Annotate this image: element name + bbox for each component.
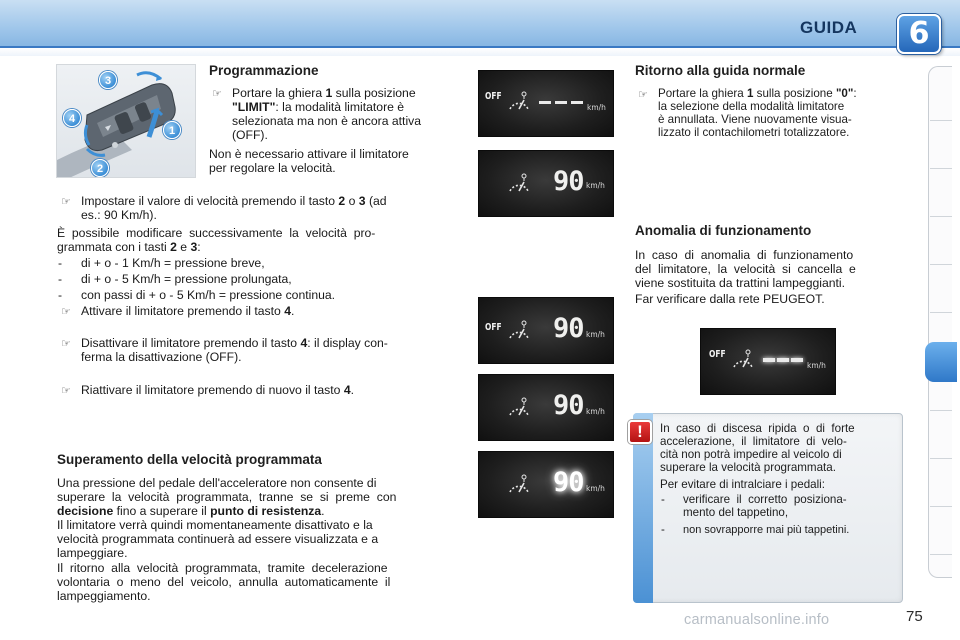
note-line2: per regolare la velocità.	[209, 161, 336, 175]
superamento-p2-l2: velocità programmata continuerà ad essere visualizzata e a	[57, 532, 379, 546]
superamento-p3-l1: Il ritorno alla velocità programmata, tramite decelerazione	[57, 561, 388, 575]
list-item-continuous-press: con passi di + o - 5 Km/h = pressione continua.	[81, 288, 336, 302]
thumb-index-active-tab[interactable]	[925, 342, 957, 382]
deactivate-line2: ferma la disattivazione (OFF).	[81, 350, 242, 364]
deactivate-line1: Disattivare il limitatore premendo il tasto 4: il display con-	[81, 336, 388, 350]
superamento-p2-l1: Il limitatore verrà quindi momentaneamente disattivato e la	[57, 518, 373, 532]
anomalia-line2: del limitatore, la velocità si cancella e	[635, 262, 856, 276]
step-ghiera-line3: selezionata ma non è ancora attiva	[232, 114, 422, 128]
display-dash	[555, 101, 567, 104]
header-white	[0, 48, 960, 56]
chapter-number-badge: 6	[897, 14, 941, 54]
ritorno-line3: è annullata. Viene nuovamente visua-	[658, 113, 852, 126]
ritorno-line1: Portare la ghiera 1 sulla posizione "0":	[658, 87, 857, 100]
chapter-title: GUIDA	[800, 18, 858, 37]
section-title-superamento: Superamento della velocità programmata	[57, 452, 322, 467]
superamento-p1-l3: decisione fino a superare il punto di resistenza.	[57, 504, 325, 518]
modify-speed-line1: È possibile modificare successivamente la velocità pro-	[57, 226, 376, 240]
warning-line3: cità non potrà impedire al veicolo di	[660, 448, 842, 461]
display-90-flashing	[478, 451, 614, 518]
superamento-p3-l2: volontaria o meno del veicolo, annulla automaticamente il	[57, 575, 391, 589]
ritorno-line4: lizzato il contachilometri totalizzatore.	[658, 126, 850, 139]
warning-line2: accelerazione, il limitatore di velo-	[660, 435, 847, 448]
display-unit: km/h	[807, 361, 826, 370]
speed-limiter-lever-illustration	[56, 64, 196, 178]
page-number: 75	[906, 608, 923, 625]
superamento-p1-l2: superare la velocità programmata, tranne se si preme con	[57, 490, 397, 504]
callout-1: 1	[163, 121, 181, 139]
display-unit: km/h	[586, 484, 605, 493]
thumb-index-divider	[930, 216, 952, 217]
speedometer-icon	[507, 91, 531, 115]
modify-speed-line2: grammata con i tasti 2 e 3:	[57, 240, 201, 254]
step-ghiera-line4: (OFF).	[232, 128, 268, 142]
list-dash: -	[58, 288, 63, 302]
warning-list-dash: -	[661, 493, 665, 506]
speedometer-icon	[507, 474, 531, 498]
anomalia-line3: viene sostituita da trattini lampeggianti.	[635, 276, 846, 290]
display-dash	[539, 101, 551, 104]
ritorno-line2: la selezione della modalità limitatore	[658, 100, 845, 113]
activate-limiter-line: Attivare il limitatore premendo il tasto 4.	[81, 304, 295, 318]
bullet-hand-icon: ☞	[638, 89, 648, 101]
list-dash: -	[58, 272, 63, 286]
bullet-hand-icon: ☞	[61, 306, 71, 318]
thumb-index-divider	[930, 120, 952, 121]
callout-4: 4	[63, 109, 81, 127]
thumb-index	[928, 66, 952, 578]
display-flashing-dash	[763, 358, 775, 362]
set-speed-line1: Impostare il valore di velocità premendo il tasto 2 o 3 (ad	[81, 194, 387, 208]
display-unit: km/h	[587, 103, 606, 112]
section-title-ritorno: Ritorno alla guida normale	[635, 63, 806, 78]
display-off-label: OFF	[485, 91, 502, 102]
section-title-programmazione: Programmazione	[209, 63, 319, 78]
superamento-p3-l3: lampeggiamento.	[57, 589, 151, 603]
thumb-index-divider	[930, 506, 952, 507]
thumb-index-divider	[930, 458, 952, 459]
display-dash	[571, 101, 583, 104]
thumb-index-divider	[930, 554, 952, 555]
callout-2: 2	[91, 159, 109, 177]
warning-exclamation-icon: !	[628, 420, 652, 444]
anomalia-line1: In caso di anomalia di funzionamento	[635, 248, 854, 262]
display-unit: km/h	[586, 181, 605, 190]
speedometer-icon	[507, 397, 531, 421]
superamento-p2-l3: lampeggiare.	[57, 546, 128, 560]
callout-3: 3	[99, 71, 117, 89]
display-off-label: OFF	[485, 322, 502, 333]
speedometer-icon	[731, 349, 755, 373]
warning-line5: Per evitare di intralciare i pedali:	[660, 478, 825, 491]
display-unit: km/h	[586, 407, 605, 416]
section-title-anomalia: Anomalia di funzionamento	[635, 223, 812, 238]
thumb-index-divider	[930, 312, 952, 313]
warning-line4: superare la velocità programmata.	[660, 461, 836, 474]
display-speed-value: 90	[553, 390, 584, 421]
bullet-hand-icon: ☞	[61, 338, 71, 350]
note-line1: Non è necessario attivare il limitatore	[209, 147, 409, 161]
display-speed-value-flashing: 90	[553, 467, 584, 498]
set-speed-line2: es.: 90 Km/h).	[81, 208, 157, 222]
bullet-hand-icon: ☞	[212, 88, 222, 100]
display-flashing-dash	[777, 358, 789, 362]
list-item-long-press: di + o - 5 Km/h = pressione prolungata,	[81, 272, 292, 286]
list-dash: -	[58, 256, 63, 270]
display-off-flashing-dashes	[700, 328, 836, 395]
bullet-hand-icon: ☞	[61, 196, 71, 208]
warning-item1-line1: verificare il corretto posiziona-	[683, 493, 847, 506]
warning-item1-line2: mento del tappetino,	[683, 506, 789, 519]
display-flashing-dash	[791, 358, 803, 362]
step-ghiera-line1: Portare la ghiera 1 sulla posizione	[232, 86, 416, 100]
thumb-index-divider	[930, 168, 952, 169]
display-speed-value: 90	[553, 166, 584, 197]
reactivate-line: Riattivare il limitatore premendo di nuovo il tasto 4.	[81, 383, 355, 397]
speedometer-icon	[507, 320, 531, 344]
thumb-index-divider	[930, 264, 952, 265]
display-90	[478, 150, 614, 217]
thumb-index-divider	[930, 410, 952, 411]
display-unit: km/h	[586, 330, 605, 339]
superamento-p1-l1: Una pressione del pedale dell'acceleratore non consente di	[57, 476, 377, 490]
display-speed-value: 90	[553, 313, 584, 344]
warning-list-dash: -	[661, 523, 665, 536]
display-90-reactivated	[478, 374, 614, 441]
bullet-hand-icon: ☞	[61, 385, 71, 397]
watermark: carmanualsonline.info	[684, 612, 830, 628]
list-item-short-press: di + o - 1 Km/h = pressione breve,	[81, 256, 265, 270]
warning-item2-line1: non sovrapporre mai più tappetini.	[683, 524, 850, 536]
speedometer-icon	[507, 173, 531, 197]
display-off-label: OFF	[709, 349, 726, 360]
anomalia-line4: Far verificare dalla rete PEUGEOT.	[635, 292, 825, 306]
step-ghiera-line2: "LIMIT": la modalità limitatore è	[232, 100, 405, 114]
warning-line1: In caso di discesa ripida o di forte	[660, 422, 855, 435]
display-off-90	[478, 297, 614, 364]
display-off-limit	[478, 70, 614, 137]
